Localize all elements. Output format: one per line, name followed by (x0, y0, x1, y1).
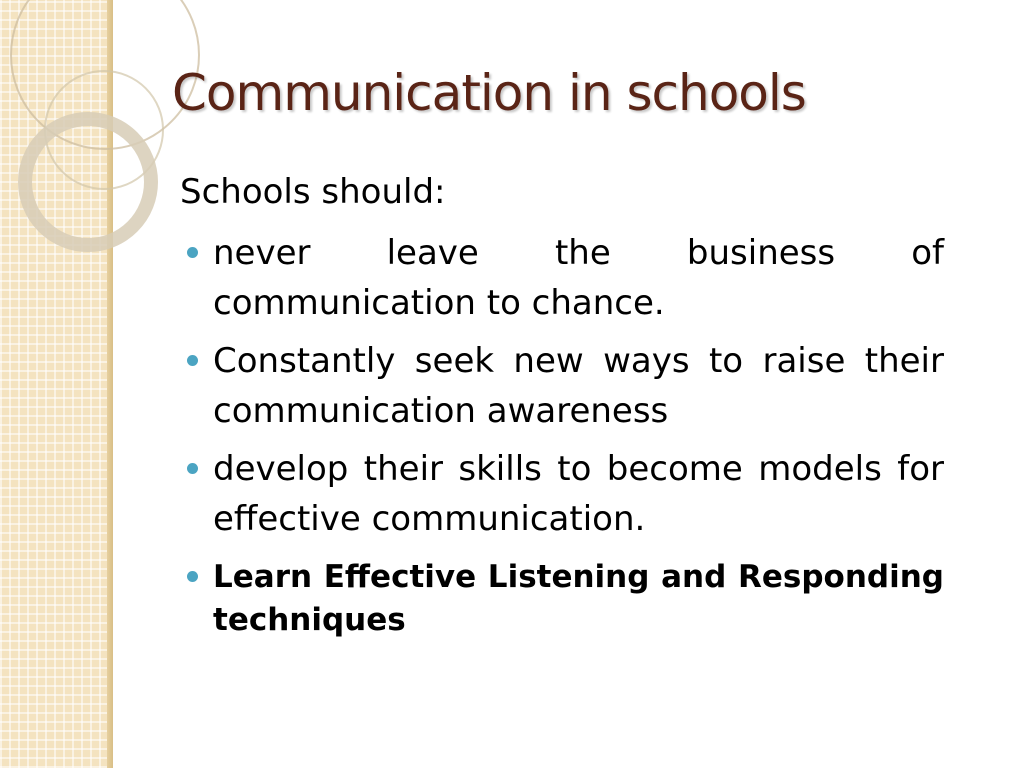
bullet-text: Learn Effective Listening and Responding techniques (213, 559, 944, 638)
slide-title: Communication in schools (172, 64, 806, 122)
bullet-icon (187, 571, 198, 582)
bullet-list (180, 228, 944, 642)
bullet-item (180, 228, 944, 328)
intro-text: Schools should: (180, 172, 446, 212)
bullet-text: never leave the business of communication to chance. (213, 233, 944, 323)
bullet-icon (187, 247, 198, 258)
bullet-text: Constantly seek new ways to raise their communication awareness (213, 341, 944, 431)
bullet-item (180, 556, 944, 642)
bullet-item (180, 336, 944, 436)
bullet-text: develop their skills to become models for effective communication. (213, 449, 944, 539)
bullet-icon (187, 355, 198, 366)
slide-body (180, 166, 944, 650)
bullet-item (180, 444, 944, 544)
bullet-icon (187, 463, 198, 474)
decorative-ring (18, 112, 158, 252)
